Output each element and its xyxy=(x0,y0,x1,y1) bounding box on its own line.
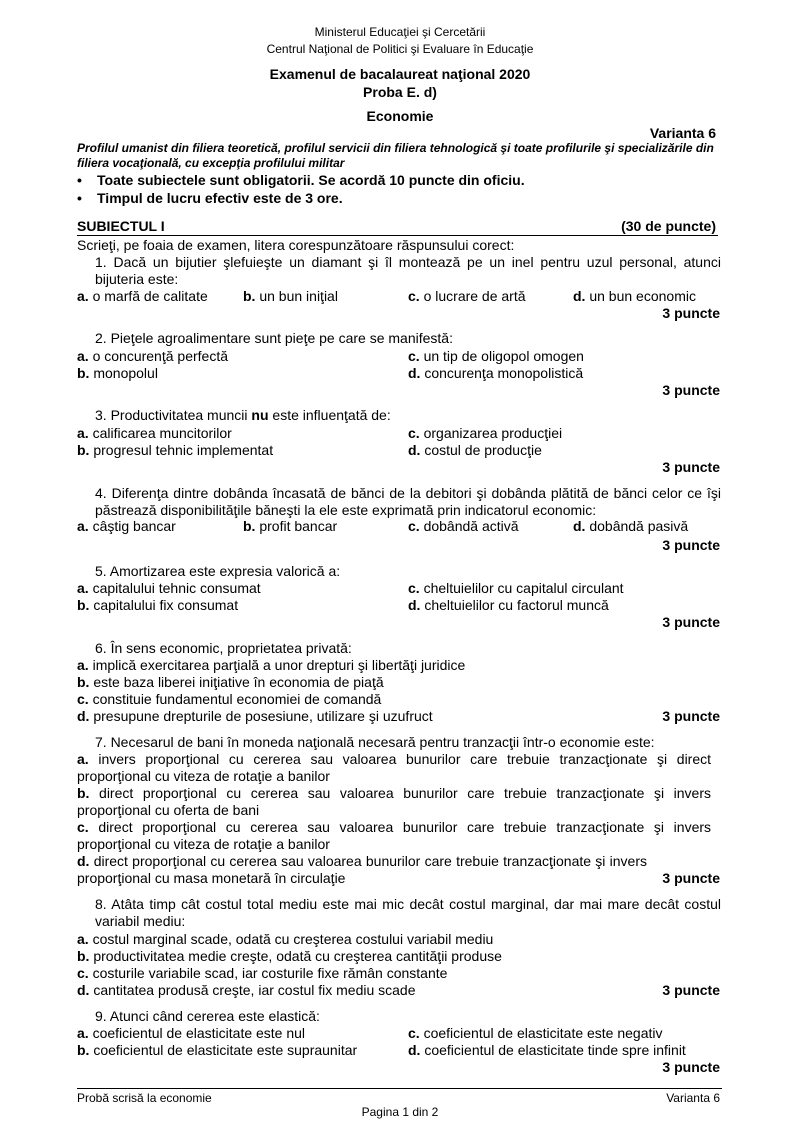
q6-option-b: b. este baza liberei iniţiative în economia de piaţă xyxy=(77,674,384,690)
q5-option-c: c. cheltuielilor cu capitalul circulant xyxy=(408,580,624,596)
question-6-text: 6. În sens economic, proprietatea privată: xyxy=(95,640,352,656)
question-3-text: 3. Productivitatea muncii nu este influenţată de: xyxy=(95,407,391,423)
footer-divider xyxy=(77,1088,722,1089)
question-4-text: 4. Diferenţa dintre dobânda încasată de bănci de la debitori şi dobânda plătită de bănci celor ce îşi păstrează disponibilităţile băneşti la ele este exprimată prin indicatorul economic: xyxy=(95,485,721,518)
exam-proba: Proba E. d) xyxy=(363,84,437,100)
question-8-text: 8. Atâta timp cât costul total mediu este mai mic decât costul marginal, dar mai mare decât costul variabil mediu: xyxy=(95,896,721,929)
bullet-2: • Timpul de lucru efectiv este de 3 ore. xyxy=(77,190,343,206)
bullet-1: • Toate subiectele sunt obligatorii. Se acordă 10 puncte din oficiu. xyxy=(77,172,525,188)
q8-option-c: c. costurile variabile scad, iar costurile fixe rămân constante xyxy=(77,965,448,981)
section-heading xyxy=(77,218,718,236)
q6-points: 3 puncte xyxy=(662,708,720,724)
q2-option-a: a. o concurenţă perfectă xyxy=(77,348,228,364)
q1-option-c: c. o lucrare de artă xyxy=(408,288,526,304)
q5-option-a: a. capitalului tehnic consumat xyxy=(77,580,261,596)
q2-option-b: b. monopolul xyxy=(77,365,158,381)
page-number: Pagina 1 din 2 xyxy=(361,1105,439,1119)
q9-option-a: a. coeficientul de elasticitate este nul xyxy=(77,1025,306,1041)
q6-option-a: a. implică exercitarea parţială a unor drepturi şi libertăţi juridice xyxy=(77,657,466,673)
bullet-icon: • xyxy=(77,172,82,188)
q1-option-d: d. un bun economic xyxy=(573,288,696,304)
q2-option-d: d. concurenţa monopolistică xyxy=(408,365,584,381)
q2-points: 3 puncte xyxy=(662,382,720,398)
section-points: (30 de puncte) xyxy=(621,218,716,234)
q9-points: 3 puncte xyxy=(662,1059,720,1075)
footer-right: Varianta 6 xyxy=(666,1091,720,1105)
q4-option-c: c. dobândă activă xyxy=(408,518,519,534)
q9-option-b: b. coeficientul de elasticitate este supraunitar xyxy=(77,1042,358,1058)
q3-option-c: c. organizarea producţiei xyxy=(408,425,563,441)
section-instruction: Scrieţi, pe foaia de examen, litera corespunzătoare răspunsului corect: xyxy=(77,237,515,253)
q3-option-d: d. costul de producţie xyxy=(408,442,542,458)
q7-option-d: d. direct proporţional cu cererea sau valoarea bunurilor care trebuie tranzacţionate şi invers proporţional cu masa monetară în circulaţie xyxy=(77,853,648,886)
footer-left: Probă scrisă la economie xyxy=(77,1091,212,1105)
question-5-text: 5. Amortizarea este expresia valorică a: xyxy=(95,563,341,579)
q8-option-b: b. productivitatea medie creşte, odată cu creşterea cantităţii produse xyxy=(77,948,502,964)
center-name: Centrul Naţional de Politici şi Evaluare în Educaţie xyxy=(266,42,534,56)
q4-option-b: b. profit bancar xyxy=(243,518,338,534)
q7-points: 3 puncte xyxy=(662,870,720,886)
q3-option-b: b. progresul tehnic implementat xyxy=(77,442,274,458)
question-7-text: 7. Necesarul de bani în moneda naţională necesară pentru tranzacţii într-o economie este: xyxy=(95,734,655,750)
q7-option-c: c. direct proporţional cu cererea sau valoarea bunurilor care trebuie tranzacţionate şi invers proporţional cu viteza de rotaţie a banilor xyxy=(77,819,712,852)
question-2-text: 2. Pieţele agroalimentare sunt pieţe pe care se manifestă: xyxy=(95,330,453,346)
exam-variant: Varianta 6 xyxy=(649,125,716,141)
q5-option-d: d. cheltuielilor cu factorul muncă xyxy=(408,597,609,613)
q9-option-c: c. coeficientul de elasticitate este negativ xyxy=(408,1025,663,1041)
q9-option-d: d. coeficientul de elasticitate tinde spre infinit xyxy=(408,1042,686,1058)
q2-option-c: c. un tip de oligopol omogen xyxy=(408,348,584,364)
bullet-icon: • xyxy=(77,190,82,206)
question-9-text: 9. Atunci când cererea este elastică: xyxy=(95,1008,320,1024)
exam-title: Examenul de bacalaureat naţional 2020 xyxy=(269,66,531,82)
q3-option-a: a. calificarea muncitorilor xyxy=(77,425,232,441)
q6-option-c: c. constituie fundamentul economiei de comandă xyxy=(77,691,382,707)
ministry-name: Ministerul Educaţiei şi Cercetării xyxy=(314,25,486,39)
question-1-text: 1. Dacă un bijutier şlefuieşte un diamant şi îl montează pe un inel pentru uzul personal, atunci bijuteria este: xyxy=(95,254,721,287)
exam-subject: Economie xyxy=(366,108,434,124)
q5-points: 3 puncte xyxy=(662,614,720,630)
q6-option-d: d. presupune drepturile de posesiune, utilizare şi uzufruct xyxy=(77,708,433,724)
q3-points: 3 puncte xyxy=(662,459,720,475)
section-title: SUBIECTUL I xyxy=(77,218,165,234)
q1-option-a: a. o marfă de calitate xyxy=(77,288,208,304)
q8-option-d: d. cantitatea produsă creşte, iar costul fix mediu scade xyxy=(77,982,416,998)
q1-points: 3 puncte xyxy=(662,305,720,321)
q8-points: 3 puncte xyxy=(662,982,720,998)
q4-option-a: a. câştig bancar xyxy=(77,518,176,534)
q4-option-d: d. dobândă pasivă xyxy=(573,518,689,534)
q7-option-a: a. invers proporţional cu cererea sau valoarea bunurilor care trebuie tranzacţionate şi direct proporţional cu viteza de rotaţie a banilor xyxy=(77,751,712,784)
q7-option-b: b. direct proporţional cu cererea sau valoarea bunurilor care trebuie tranzacţionate şi invers proporţional cu oferta de bani xyxy=(77,785,711,818)
q4-points: 3 puncte xyxy=(662,537,720,553)
q8-option-a: a. costul marginal scade, odată cu creşterea costului variabil mediu xyxy=(77,931,494,947)
q5-option-b: b. capitalului fix consumat xyxy=(77,597,239,613)
q1-option-b: b. un bun iniţial xyxy=(243,288,338,304)
exam-profile: Profilul umanist din filiera teoretică, profilul servicii din filiera tehnologică şi toate profilurile şi specializările din filiera vocaţională, cu excepţia profilului militar xyxy=(77,141,714,170)
